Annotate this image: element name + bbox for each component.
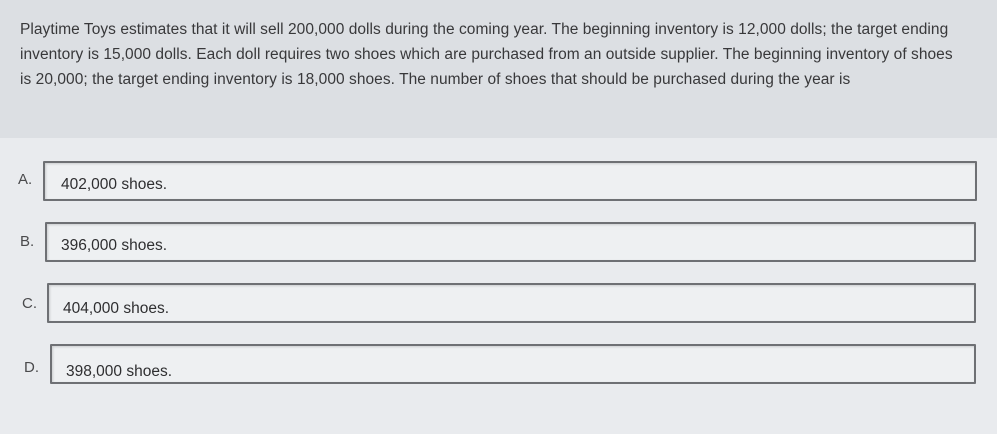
option-a[interactable]: [0, 150, 997, 192]
option-c-box[interactable]: [47, 283, 976, 323]
question-panel: [0, 0, 997, 138]
option-c-letter: C.: [22, 295, 37, 312]
option-a-text: 402,000 shoes.: [61, 176, 168, 193]
option-d[interactable]: [0, 336, 997, 378]
option-c[interactable]: [0, 274, 997, 316]
option-c-text: 404,000 shoes.: [63, 300, 170, 317]
option-d-box[interactable]: [50, 344, 976, 384]
option-b-box[interactable]: [45, 222, 976, 262]
question-text: Playtime Toys estimates that it will sell 200,000 dolls during the coming year. The beginning inventory is 12,000 dolls; the target ending inventory is 15,000 dolls. Each doll requires two shoes which are purchased from an outside supplier. The beginning inventory of shoes is 20,000; the target ending inventory is 18,000 shoes. The number of shoes that should be purchased during the year is: [20, 21, 953, 88]
option-d-text: 398,000 shoes.: [66, 363, 173, 380]
option-a-box[interactable]: [43, 161, 977, 201]
option-b[interactable]: [0, 212, 997, 254]
option-b-letter: B.: [20, 233, 35, 250]
option-d-letter: D.: [24, 359, 39, 376]
option-b-text: 396,000 shoes.: [61, 237, 168, 254]
option-a-letter: A.: [18, 171, 33, 188]
